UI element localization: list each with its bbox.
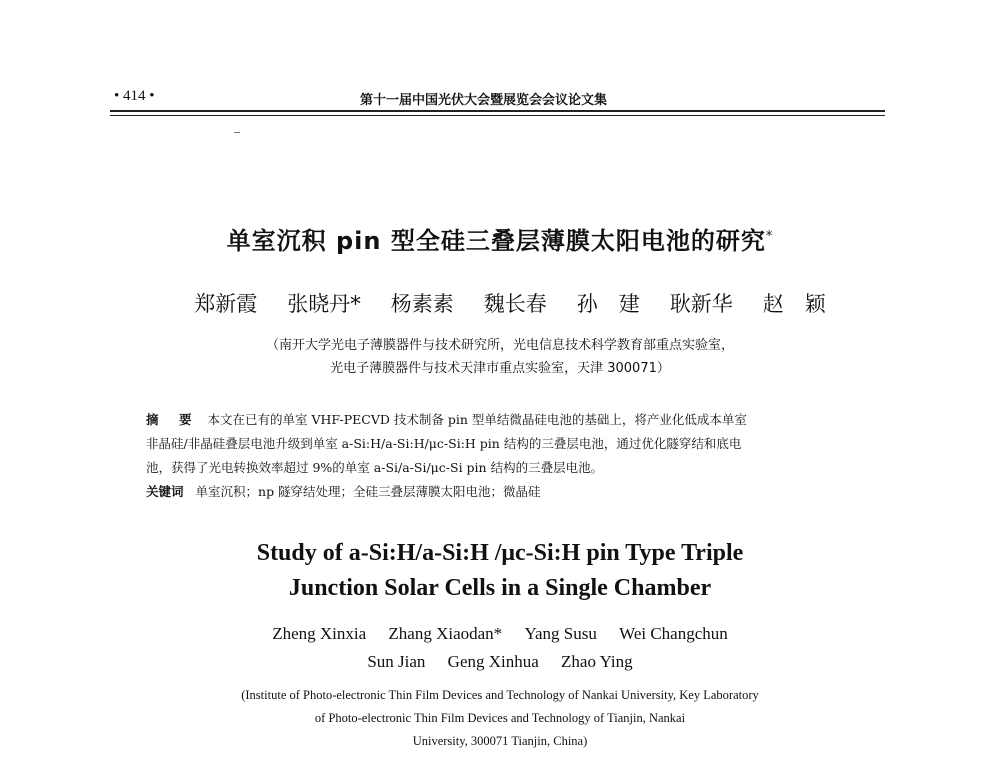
- chinese-author: 赵 颖: [762, 292, 826, 316]
- abstract-line: 池，获得了光电转换效率超过 9%的单室 a-Si/a-Si/μc-Si pin 结构的三叠层电池。: [146, 460, 604, 475]
- english-affiliation-line: University, 300071 Tianjin, China): [412, 734, 588, 748]
- english-authors-line: [0, 624, 1000, 644]
- chinese-affiliation-line: 光电子薄膜器件与技术天津市重点实验室，天津 300071）: [330, 361, 670, 376]
- abstract-line: 非晶硅/非晶硅叠层电池升级到单室 a-Si:H/a-Si:H/μc-Si:H pin 结构的三叠层电池，通过优化隧穿结和底电: [146, 436, 742, 451]
- page-number: • 414 •: [114, 88, 155, 104]
- chinese-author: 杨素素: [390, 292, 454, 316]
- chinese-affiliation-line: （南开大学光电子薄膜器件与技术研究所，光电信息技术科学教育部重点实验室，: [265, 338, 734, 353]
- english-affiliation-line: of Photo-electronic Thin Film Devices and Technology of Tianjin, Nankai: [314, 711, 686, 725]
- keywords-text: 单室沉积；np 隧穿结处理；全硅三叠层薄膜太阳电池；微晶硅: [195, 484, 541, 499]
- english-author: Yang Susu: [524, 624, 597, 643]
- chinese-author: 魏长春: [483, 292, 547, 316]
- english-author: Zhang Xiaodan*: [388, 624, 503, 643]
- chinese-author: 耿新华: [669, 292, 733, 316]
- keywords-label: 关键词: [146, 484, 184, 499]
- abstract-text: 本文在已有的单室 VHF-PECVD 技术制备 pin 型单结微晶硅电池的基础上，将产业化低成本单室: [207, 412, 747, 427]
- english-author: Zheng Xinxia: [272, 624, 367, 643]
- scan-speck: [234, 132, 240, 133]
- abstract-label: 摘 要: [146, 412, 196, 427]
- english-author: Zhao Ying: [561, 652, 633, 671]
- chinese-title-text: 单室沉积 pin 型全硅三叠层薄膜太阳电池的研究: [226, 227, 766, 255]
- chinese-title: [0, 221, 1000, 256]
- chinese-author: 郑新霞: [194, 292, 258, 316]
- english-author: Geng Xinhua: [447, 652, 539, 671]
- keywords-line: [146, 480, 858, 504]
- abstract-line: [146, 408, 858, 432]
- english-affiliation-line: (Institute of Photo-electronic Thin Film Devices and Technology of Nankai University, Key Laboratory: [241, 688, 759, 702]
- page-header: [110, 86, 885, 116]
- english-author: Sun Jian: [367, 652, 426, 671]
- english-title-line: Study of a-Si:H/a-Si:H /μc-Si:H pin Type Triple: [256, 540, 744, 566]
- english-author: Wei Changchun: [619, 624, 728, 643]
- chinese-title-footnote-mark: *: [765, 229, 774, 244]
- chinese-author: 孙 建: [576, 292, 640, 316]
- header-rule-thin: [110, 115, 885, 116]
- chinese-author: 张晓丹*: [287, 292, 361, 316]
- header-rule-thick: [110, 110, 885, 112]
- journal-title: 第十一届中国光伏大会暨展览会会议论文集: [360, 93, 608, 108]
- english-authors-line: [0, 652, 1000, 672]
- english-title-line: Junction Solar Cells in a Single Chamber: [288, 575, 712, 601]
- chinese-authors: [150, 288, 870, 318]
- chinese-abstract: [146, 408, 858, 504]
